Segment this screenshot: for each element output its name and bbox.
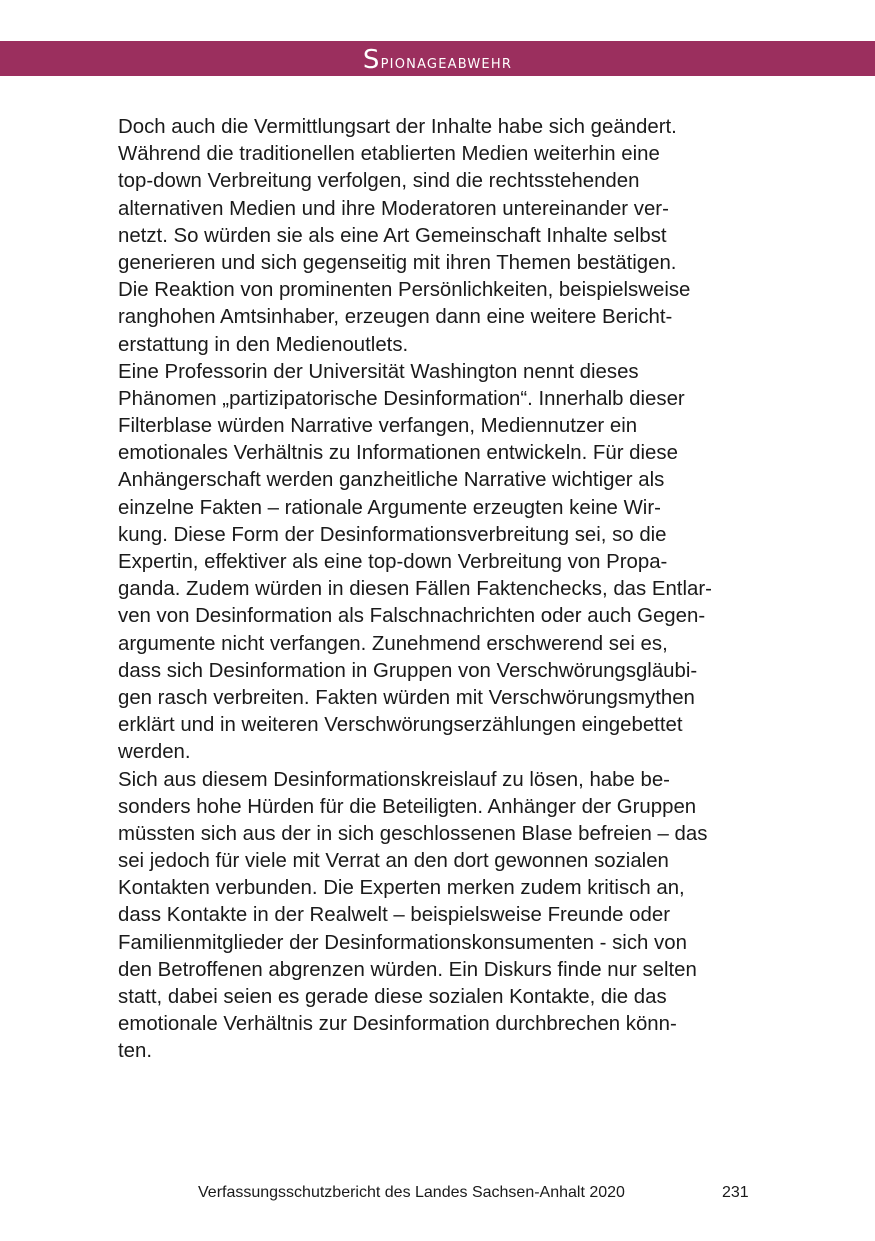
text-line: Die Reaktion von prominenten Persönlichkeiten, beispielsweise: [118, 279, 691, 302]
text-line: Während die traditionellen etablierten Medien weiterhin eine: [118, 143, 660, 166]
text-line: generieren und sich gegenseitig mit ihren Themen bestätigen.: [118, 251, 677, 274]
text-line: ven von Desinformation als Falschnachrichten oder auch Gegen-: [118, 605, 706, 628]
text-line: Familienmitglieder der Desinformationskonsumenten - sich von: [118, 931, 687, 954]
text-line: argumente nicht verfangen. Zunehmend erschwerend sei es,: [118, 632, 668, 655]
text-line: alternativen Medien und ihre Moderatoren untereinander ver-: [118, 197, 669, 220]
text-line: emotionale Verhältnis zur Desinformation durchbrechen könn-: [118, 1013, 677, 1036]
text-line: Phänomen „partizipatorische Desinformation“. Innerhalb dieser: [118, 387, 685, 410]
text-line: dass Kontakte in der Realwelt – beispielsweise Freunde oder: [118, 904, 670, 927]
text-line: netzt. So würden sie als eine Art Gemeinschaft Inhalte selbst: [118, 224, 667, 247]
text-line: Anhängerschaft werden ganzheitliche Narrative wichtiger als: [118, 469, 665, 492]
text-line: den Betroffenen abgrenzen würden. Ein Diskurs finde nur selten: [118, 958, 697, 981]
text-line: ranghohen Amtsinhaber, erzeugen dann eine weitere Bericht-: [118, 306, 673, 329]
text-line: Eine Professorin der Universität Washington nennt dieses: [118, 360, 639, 383]
text-line: erstattung in den Medienoutlets.: [118, 333, 409, 356]
text-line: sei jedoch für viele mit Verrat an den dort gewonnen sozialen: [118, 850, 669, 873]
text-line: ganda. Zudem würden in diesen Fällen Faktenchecks, das Entlar-: [118, 578, 712, 601]
text-line: müssten sich aus der in sich geschlossenen Blase befreien – das: [118, 822, 708, 845]
text-line: top-down Verbreitung verfolgen, sind die rechtsstehenden: [118, 170, 640, 193]
text-line: emotionales Verhältnis zu Informationen entwickeln. Für diese: [118, 442, 678, 465]
body-text: [118, 114, 758, 1066]
footer-publication-title: Verfassungsschutzbericht des Landes Sachsen-Anhalt 2020: [198, 1184, 625, 1201]
text-line: kung. Diese Form der Desinformationsverbreitung sei, so die: [118, 523, 667, 546]
text-line: werden.: [118, 741, 191, 764]
section-title-initial: S: [362, 45, 381, 75]
text-line: erklärt und in weiteren Verschwörungserzählungen eingebettet: [118, 714, 683, 737]
text-line: dass sich Desinformation in Gruppen von Verschwörungsgläubi-: [118, 659, 698, 682]
text-line: einzelne Fakten – rationale Argumente erzeugten keine Wir-: [118, 496, 661, 519]
text-line: Sich aus diesem Desinformationskreislauf zu lösen, habe be-: [118, 768, 670, 791]
page-number: 231: [722, 1184, 749, 1201]
text-line: sonders hohe Hürden für die Beteiligten. Anhänger der Gruppen: [118, 795, 697, 818]
section-title-rest: pionageabwehr: [380, 51, 513, 73]
text-line: Filterblase würden Narrative verfangen, Mediennutzer ein: [118, 415, 638, 438]
text-line: ten.: [118, 1040, 153, 1063]
text-line: Expertin, effektiver als eine top-down Verbreitung von Propa-: [118, 551, 668, 573]
text-line: gen rasch verbreiten. Fakten würden mit Verschwörungsmythen: [118, 686, 695, 709]
text-line: Doch auch die Vermittlungsart der Inhalte habe sich geändert.: [118, 116, 677, 138]
text-line: statt, dabei seien es gerade diese sozialen Kontakte, die das: [118, 986, 667, 1008]
section-title: [0, 41, 875, 76]
text-line: Kontakten verbunden. Die Experten merken zudem kritisch an,: [118, 877, 685, 900]
